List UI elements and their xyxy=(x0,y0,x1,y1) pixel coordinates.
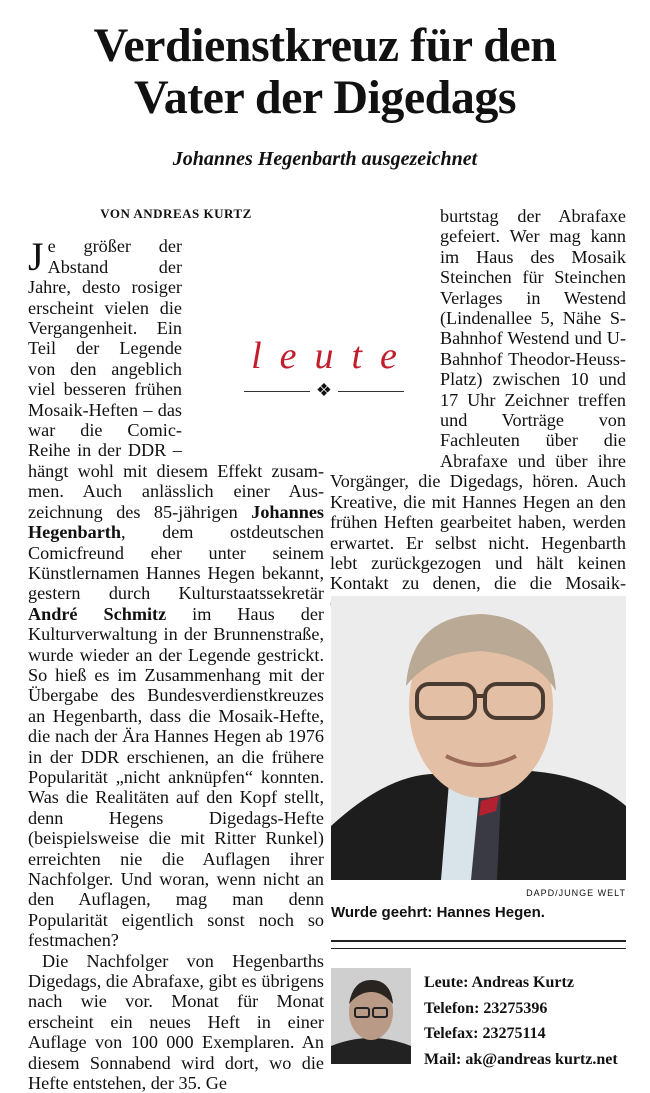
headline-line-1: Verdienstkreuz für den xyxy=(93,19,557,72)
article-text: im Haus der Kulturverwaltung in der Brunnenstraße, wurde wieder an der Legende gestrickt. So hieß es im Zusammenhang mit der Übergabe des Bundesverdienstkreuzes an Hegenbarth, dass die Mosaik-Hefte, die nach der Ära Hannes Hegen ab 1976 in der DDR erschienen, an die frühere Popularität „nicht anknüpfen“ konnten. Was die Realitäten auf den Kopf stellt, denn Hegens Digedags-Hefte (beispielsweise die mit Ritter Runkel) erreichten nie die Auflagen ihrer Nachfolger. Und woran, wenn nicht an den Auflagen, mag man denn Popularität eigentlich sonst noch so festmachen? xyxy=(28,603,324,951)
contact-phone: Telefon: 23275396 xyxy=(424,999,548,1017)
author-photo xyxy=(331,968,411,1064)
person-name: André Schmitz xyxy=(28,603,167,624)
article-text: burtstag der Abrafaxe gefeiert. Wer mag kann im Haus des Mosaik Steinchen für Steinchen Verlages in Westend (Lindenallee 5, Nähe S-Bahnhof Westend und U-Bahnhof Theodor-Heuss-Platz) zwischen 10 und 17 Uhr Zeichner treffen und Vorträge von Fachleuten über die Abrafaxe und über ihre Vorgänger, die Digedags, hören. Auch Kreative, die mit Hannes Hegen an den frühen Heften gearbeitet haben, werden erwartet. Er selbst nicht. Hegenbarth lebt zurückgezogen und hält keinen Kontakt zu denen, die die Mosaik- xyxy=(330,206,626,594)
contact-mail: Mail: ak@andreas kurtz.net xyxy=(424,1050,618,1068)
divider-bottom xyxy=(331,948,626,949)
contact-fax: Telefax: 23275114 xyxy=(424,1025,546,1043)
article-paragraph-2: Die Nachfolger von Hegenbarths Digedags, die Abrafaxe, gibt es übrigens nach wie vor. Monat für Monat erscheint ein neues Heft in einer Auflage von 100 000 Exemplaren. An diesem Sonnabend wird dort, wo die Hefte entstehen, der 35. Ge xyxy=(28,950,324,1093)
diamond-icon: ❖ xyxy=(315,380,333,401)
article-paragraph-3 xyxy=(330,206,626,614)
section-label-box xyxy=(226,336,422,410)
person-name: Johannes Hegenbarth xyxy=(28,501,324,543)
section-label: leute xyxy=(251,335,415,377)
photo-credit: DAPD/JUNGE WELT xyxy=(526,888,626,898)
drop-cap: J xyxy=(28,234,44,280)
ornament-line-right xyxy=(338,391,404,392)
headline-line-2: Vater der Digedags xyxy=(133,71,517,124)
portrait-photo xyxy=(331,596,626,880)
ornament xyxy=(226,382,422,400)
author-illustration xyxy=(331,968,411,1064)
photo-caption: Wurde geehrt: Hannes Hegen. xyxy=(331,904,545,921)
subheadline: Johannes Hegenbarth ausgezeichnet xyxy=(172,148,478,170)
divider-top xyxy=(331,940,626,942)
headline xyxy=(0,20,650,124)
article-text: , dem ostdeutschen Comicfreund eher unter seinem Künstlernamen Hannes Hegen bekannt, gestern durch Kulturstaatssekretär xyxy=(28,522,324,604)
ornament-line-left xyxy=(244,391,310,392)
portrait-illustration xyxy=(331,596,626,880)
byline: VON ANDREAS KURTZ xyxy=(100,206,252,221)
article-text: e größer der Abstand der Jahre, desto rosiger erscheint vielen die Vergangenheit. Ein Teil der Legende von den angeblich viel besseren frühen Mosaik-Heften – das war die Comic-Reihe in der DDR – hängt wohl mit diesem Effekt zusammen. Auch anlässlich einer Auszeichnung des 85-jährigen xyxy=(28,236,324,522)
contact-name: Leute: Andreas Kurtz xyxy=(424,974,574,991)
contact-box xyxy=(424,970,618,1072)
article-column-right xyxy=(330,206,626,614)
